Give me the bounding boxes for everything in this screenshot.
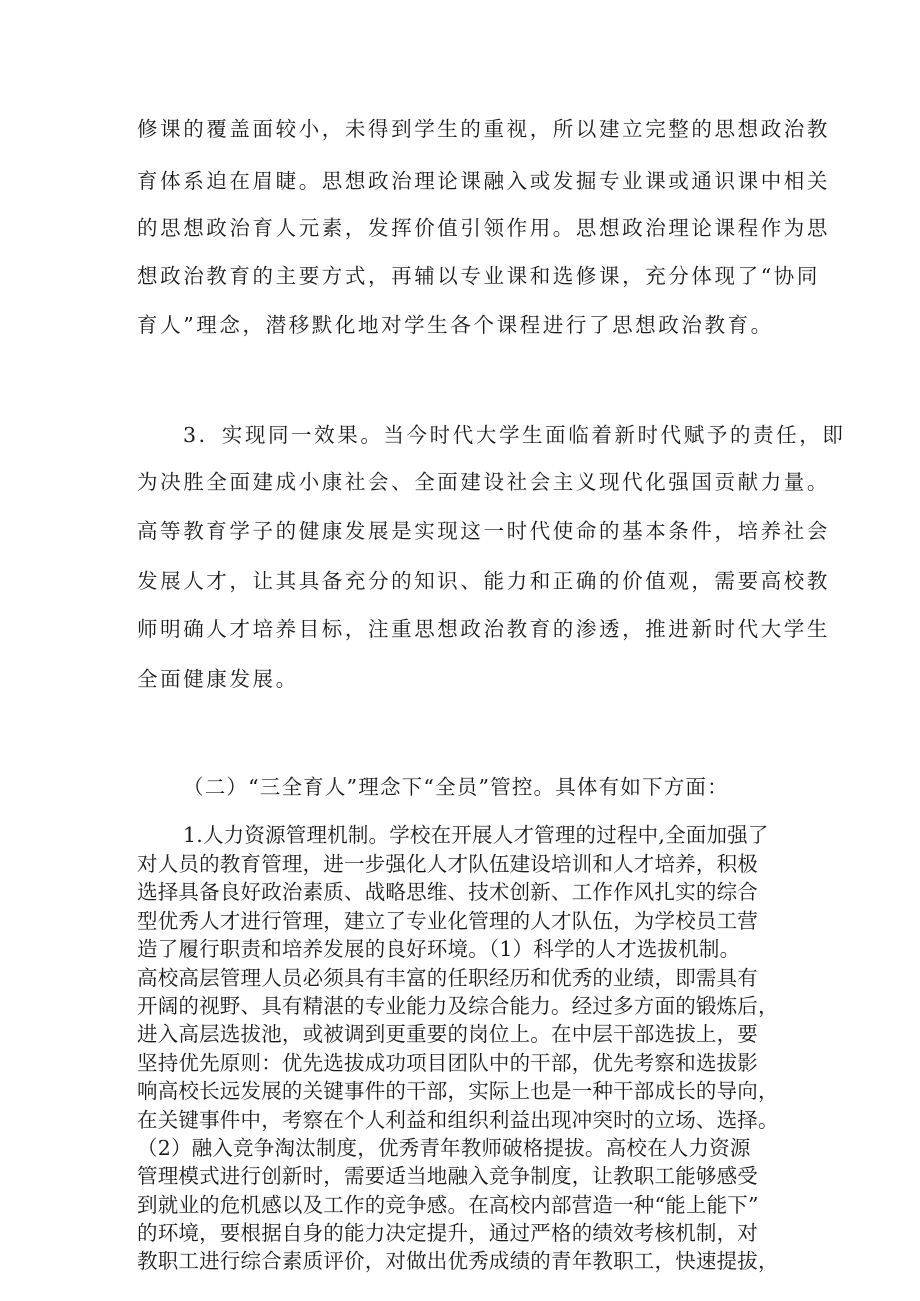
- text-line: 对人员的教育管理，进一步强化人才队伍建设培训和人才培养，积极: [137, 852, 758, 876]
- text-line: 全面健康发展。: [137, 667, 299, 691]
- text-line: 师明确人才培养目标，注重思想政治教育的渗透，推进新时代大学生: [137, 617, 830, 641]
- text-line: 高校高层管理人员必须具有丰富的任职经历和优秀的业绩，即需具有: [137, 966, 758, 990]
- text-line: 教职工进行综合素质评价，对做出优秀成绩的青年教职工，快速提拔，: [137, 1249, 779, 1273]
- text-line: 选择具备良好政治素质、战略思维、技术创新、工作作风扎实的综合: [137, 880, 758, 904]
- text-line: 进入高层选拔池，或被调到更重要的岗位上。在中层干部选拔上，要: [137, 1022, 758, 1046]
- text-line: 发展人才，让其具备充分的知识、能力和正确的价值观，需要高校教: [137, 569, 830, 593]
- text-line: 管理模式进行创新时，需要适当地融入竞争制度，让教职工能够感受: [137, 1164, 758, 1188]
- text-line: 想政治教育的主要方式，再辅以专业课和选修课，充分体现了“协同: [137, 264, 820, 288]
- text-line: （2）融入竞争淘汰制度，优秀青年教师破格提拔。高校在人力资源: [137, 1136, 751, 1160]
- text-line: 3．实现同一效果。当今时代大学生面临着新时代赋予的责任，即: [183, 423, 846, 447]
- text-line: 型优秀人才进行管理，建立了专业化管理的人才队伍，为学校员工营: [137, 909, 758, 933]
- text-line: 响高校长远发展的关键事件的干部，实际上也是一种干部成长的导向，: [137, 1079, 779, 1103]
- text-line: 育人”理念，潜移默化地对学生各个课程进行了思想政治教育。: [137, 313, 774, 337]
- text-line: 高等教育学子的健康发展是实现这一时代使命的基本条件，培养社会: [137, 519, 830, 543]
- text-line: 造了履行职责和培养发展的良好环境。（1）科学的人才选拔机制。: [137, 937, 741, 961]
- text-line: 1.人力资源管理机制。学校在开展人才管理的过程中,全面加强了: [183, 823, 769, 847]
- text-line: 修课的覆盖面较小，未得到学生的重视，所以建立完整的思想政治教: [137, 117, 830, 141]
- text-line: 的环境，要根据自身的能力决定提升，通过严格的绩效考核机制，对: [137, 1221, 758, 1245]
- text-line: 到就业的危机感以及工作的竞争感。在高校内部营造一种“能上能下”: [137, 1193, 759, 1217]
- section-heading: （二）“三全育人”理念下“全员”管控。具体有如下方面：: [183, 775, 729, 799]
- text-line: 在关键事件中，考察在个人利益和组织利益出现冲突时的立场、选择。: [137, 1108, 779, 1132]
- text-line: 育体系迫在眉睫。思想政治理论课融入或发掘专业课或通识课中相关: [137, 169, 830, 193]
- text-line: 坚持优先原则：优先选拔成功项目团队中的干部，优先考察和选拔影: [137, 1051, 758, 1075]
- text-line: 开阔的视野、具有精湛的专业能力及综合能力。经过多方面的锻炼后，: [137, 994, 779, 1018]
- text-line: 为决胜全面建成小康社会、全面建设社会主义现代化强国贡献力量。: [137, 470, 830, 494]
- text-line: 的思想政治育人元素，发挥价值引领作用。思想政治理论课程作为思: [137, 216, 830, 240]
